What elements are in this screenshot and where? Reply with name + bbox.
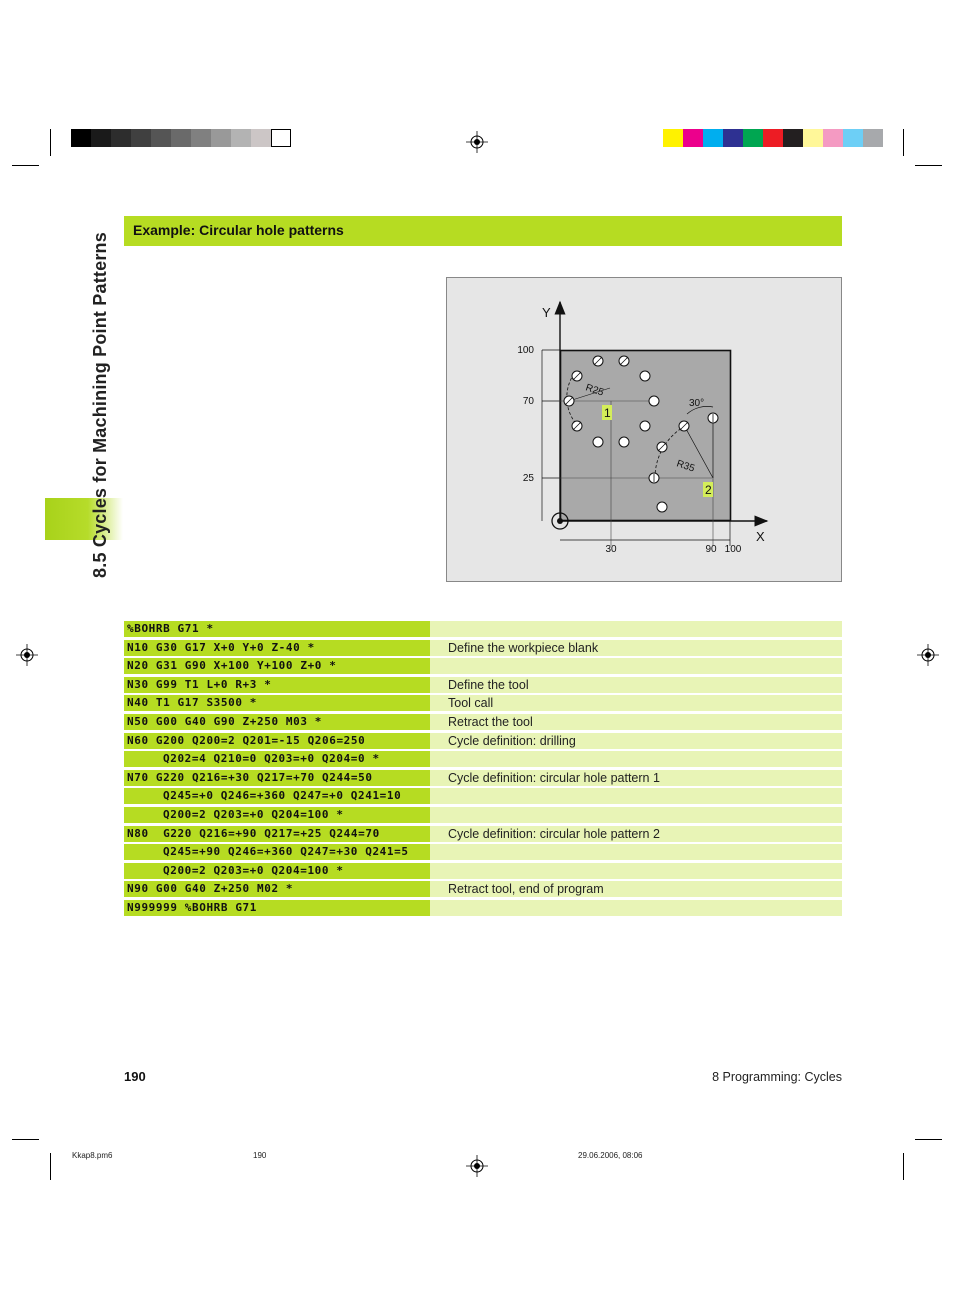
program-description: Cycle definition: circular hole pattern 2 <box>430 826 842 842</box>
program-code: N50 G00 G40 G90 Z+250 M03 * <box>124 714 430 730</box>
x-axis-label: X <box>756 529 765 544</box>
program-description <box>430 863 842 879</box>
section-title-text: 8.5 Cycles for Machining Point Patterns <box>90 232 110 578</box>
color-swatch <box>723 129 743 147</box>
program-description: Cycle definition: drilling <box>430 733 842 749</box>
slug-file: Kkap8.pm6 <box>72 1151 113 1160</box>
color-swatch <box>823 129 843 147</box>
color-swatch <box>663 129 683 147</box>
x-tick-90: 90 <box>705 544 717 555</box>
gray-swatch <box>191 129 211 147</box>
registration-mark-icon <box>917 644 939 666</box>
program-code: Q200=2 Q203=+0 Q204=100 * <box>124 807 430 823</box>
program-code: N80 G220 Q216=+90 Q217=+25 Q244=70 <box>124 826 430 842</box>
program-row <box>124 714 842 730</box>
angle-label: 30° <box>689 398 705 409</box>
gray-swatch <box>71 129 91 147</box>
registration-mark-icon <box>466 1155 488 1177</box>
program-description <box>430 658 842 674</box>
section-tab <box>45 498 123 540</box>
program-code: Q245=+0 Q246=+360 Q247=+0 Q241=10 <box>124 788 430 804</box>
registration-mark-icon <box>16 644 38 666</box>
program-description: Retract the tool <box>430 714 842 730</box>
color-swatch <box>843 129 863 147</box>
program-row <box>124 900 842 916</box>
x-tick-100: 100 <box>724 544 742 555</box>
color-swatch <box>803 129 823 147</box>
program-description <box>430 751 842 767</box>
marker-1-label: 1 <box>604 406 611 420</box>
program-code: N30 G99 T1 L+0 R+3 * <box>124 677 430 693</box>
hole <box>649 396 659 406</box>
program-row <box>124 770 842 786</box>
x-tick-30: 30 <box>605 544 617 555</box>
r25-label: R25 <box>584 382 605 399</box>
program-description <box>430 807 842 823</box>
program-row <box>124 863 842 879</box>
program-description <box>430 900 842 916</box>
program-row <box>124 640 842 656</box>
crop-mark <box>50 1153 51 1180</box>
r35-label: R35 <box>675 458 696 475</box>
program-code: N70 G220 Q216=+30 Q217=+70 Q244=50 <box>124 770 430 786</box>
gray-swatch <box>91 129 111 147</box>
color-swatch <box>783 129 803 147</box>
gray-swatch <box>271 129 291 147</box>
crop-mark <box>12 165 39 166</box>
crop-mark <box>50 129 51 156</box>
gray-swatch <box>111 129 131 147</box>
color-swatch <box>863 129 883 147</box>
color-swatch <box>763 129 783 147</box>
gray-swatch <box>251 129 271 147</box>
crop-mark <box>12 1139 39 1140</box>
gray-swatch <box>211 129 231 147</box>
program-code: %BOHRB G71 * <box>124 621 430 637</box>
hole <box>640 371 650 381</box>
chapter-footer: 8 Programming: Cycles <box>712 1070 842 1084</box>
program-description <box>430 788 842 804</box>
program-row <box>124 844 842 860</box>
program-row <box>124 751 842 767</box>
slug-page: 190 <box>253 1151 267 1160</box>
program-description <box>430 844 842 860</box>
program-description: Define the workpiece blank <box>430 640 842 656</box>
section-title <box>90 210 110 600</box>
program-code: N10 G30 G17 X+0 Y+0 Z-40 * <box>124 640 430 656</box>
program-row <box>124 733 842 749</box>
program-row <box>124 658 842 674</box>
program-code: Q202=4 Q210=0 Q203=+0 Q204=0 * <box>124 751 430 767</box>
example-header <box>124 216 842 246</box>
crop-mark <box>915 1139 942 1140</box>
y-axis-label: Y <box>542 305 551 320</box>
hole <box>657 502 667 512</box>
gray-swatch <box>171 129 191 147</box>
program-row <box>124 826 842 842</box>
hole <box>640 421 650 431</box>
registration-mark-icon <box>466 131 488 153</box>
slug-date: 29.06.2006, 08:06 <box>578 1151 643 1160</box>
crop-mark <box>915 165 942 166</box>
nc-program-listing <box>124 621 842 919</box>
program-row <box>124 807 842 823</box>
program-code: N60 G200 Q200=2 Q201=-15 Q206=250 <box>124 733 430 749</box>
program-description: Tool call <box>430 695 842 711</box>
hole <box>593 437 603 447</box>
hole <box>619 437 629 447</box>
origin-dot <box>557 518 563 524</box>
example-title: Example: Circular hole patterns <box>133 222 344 238</box>
program-description: Retract tool, end of program <box>430 881 842 897</box>
program-row <box>124 621 842 637</box>
program-code: N90 G00 G40 Z+250 M02 * <box>124 881 430 897</box>
crop-mark <box>903 129 904 156</box>
crop-mark <box>903 1153 904 1180</box>
y-tick-25: 25 <box>522 473 534 484</box>
program-description: Cycle definition: circular hole pattern 1 <box>430 770 842 786</box>
y-tick-100: 100 <box>517 345 534 356</box>
program-code: Q245=+90 Q246=+360 Q247=+30 Q241=5 <box>124 844 430 860</box>
program-code: N999999 %BOHRB G71 <box>124 900 430 916</box>
program-row <box>124 677 842 693</box>
program-row <box>124 881 842 897</box>
gray-swatch <box>131 129 151 147</box>
hole-pattern-drawing <box>447 278 843 583</box>
page-number: 190 <box>124 1069 146 1084</box>
program-row <box>124 788 842 804</box>
hole-pattern-figure <box>446 277 842 582</box>
program-description <box>430 621 842 637</box>
program-code: N20 G31 G90 X+100 Y+100 Z+0 * <box>124 658 430 674</box>
program-code: Q200=2 Q203=+0 Q204=100 * <box>124 863 430 879</box>
program-code: N40 T1 G17 S3500 * <box>124 695 430 711</box>
y-tick-70: 70 <box>522 396 534 407</box>
color-swatch <box>703 129 723 147</box>
program-description: Define the tool <box>430 677 842 693</box>
marker-2-label: 2 <box>705 483 712 497</box>
gray-swatch <box>231 129 251 147</box>
color-swatch <box>743 129 763 147</box>
color-swatch <box>683 129 703 147</box>
gray-swatch <box>151 129 171 147</box>
program-row <box>124 695 842 711</box>
